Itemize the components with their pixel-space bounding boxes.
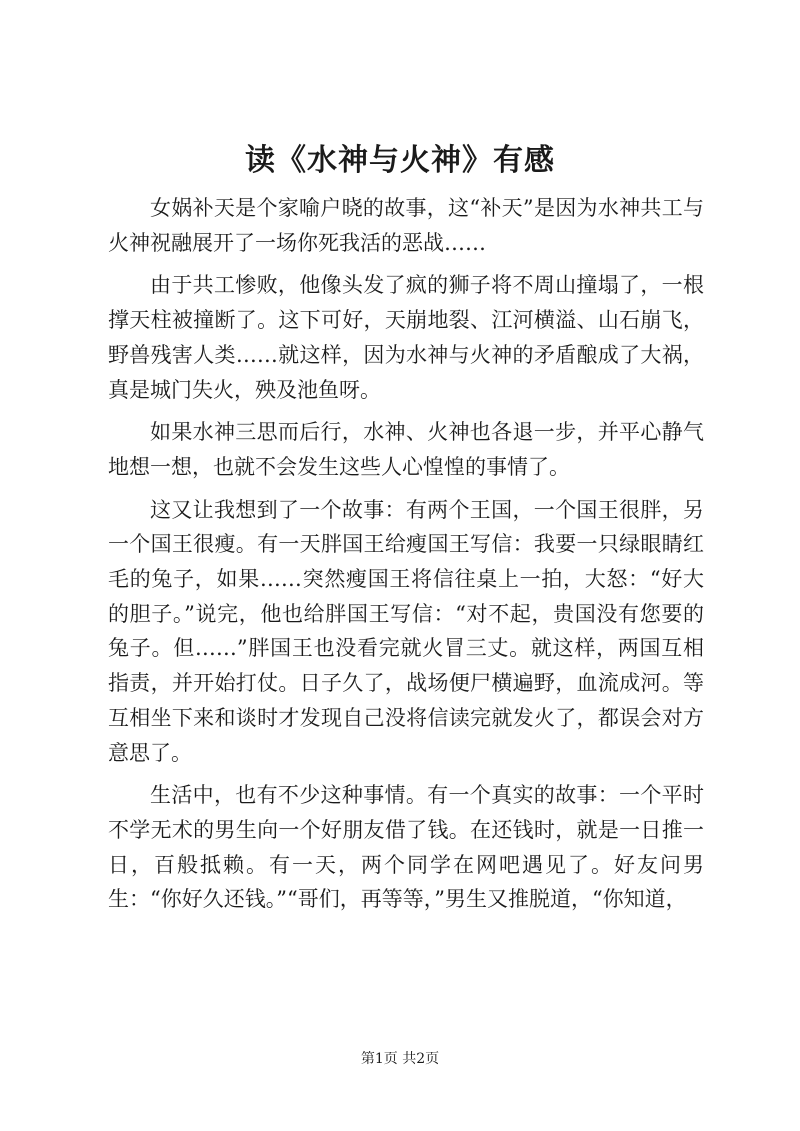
document-title: 读《水神与火神》有感 (245, 143, 555, 178)
paragraph: 由于共工惨败，他像头发了疯的狮子将不周山撞塌了，一根撑天柱被撞断了。这下可好，天崩地裂、江河横溢、山石崩飞，野兽残害人类……就这样，因为水神与火神的矛盾酿成了大祸，真是城门失火，殃及池鱼呀。 (108, 273, 704, 402)
paragraph: 如果水神三思而后行，水神、火神也各退一步，并平心静气地想一想，也就不会发生这些人心惶惶的事情了。 (108, 420, 704, 479)
paragraph: 女娲补天是个家喻户晓的故事，这“补天”是因为水神共工与火神祝融展开了一场你死我活的恶战…… (108, 196, 704, 255)
page-number-footer: 第1页 共2页 (360, 1051, 440, 1067)
paragraph: 生活中，也有不少这种事情。有一个真实的故事：一个平时不学无术的男生向一个好朋友借了钱。在还钱时，就是一日推一日，百般抵赖。有一天，两个同学在网吧遇见了。好友问男生：“你好久还钱。”“哥们，再等等，”男生又推脱道，“你知道， (108, 783, 704, 912)
paragraph: 这又让我想到了一个故事：有两个王国，一个国王很胖，另一个国王很瘦。有一天胖国王给瘦国王写信：我要一只绿眼睛红毛的兔子，如果……突然瘦国王将信往桌上一拍，大怒：“好大的胆子。”说完，他也给胖国王写信：“对不起，贵国没有您要的兔子。但……”胖国王也没看完就火冒三丈。就这样，两国互相指责，并开始打仗。日子久了，战场便尸横遍野，血流成河。等互相坐下来和谈时才发现自己没将信读完就发火了，都误会对方意思了。 (108, 497, 704, 765)
document-body (108, 191, 704, 925)
